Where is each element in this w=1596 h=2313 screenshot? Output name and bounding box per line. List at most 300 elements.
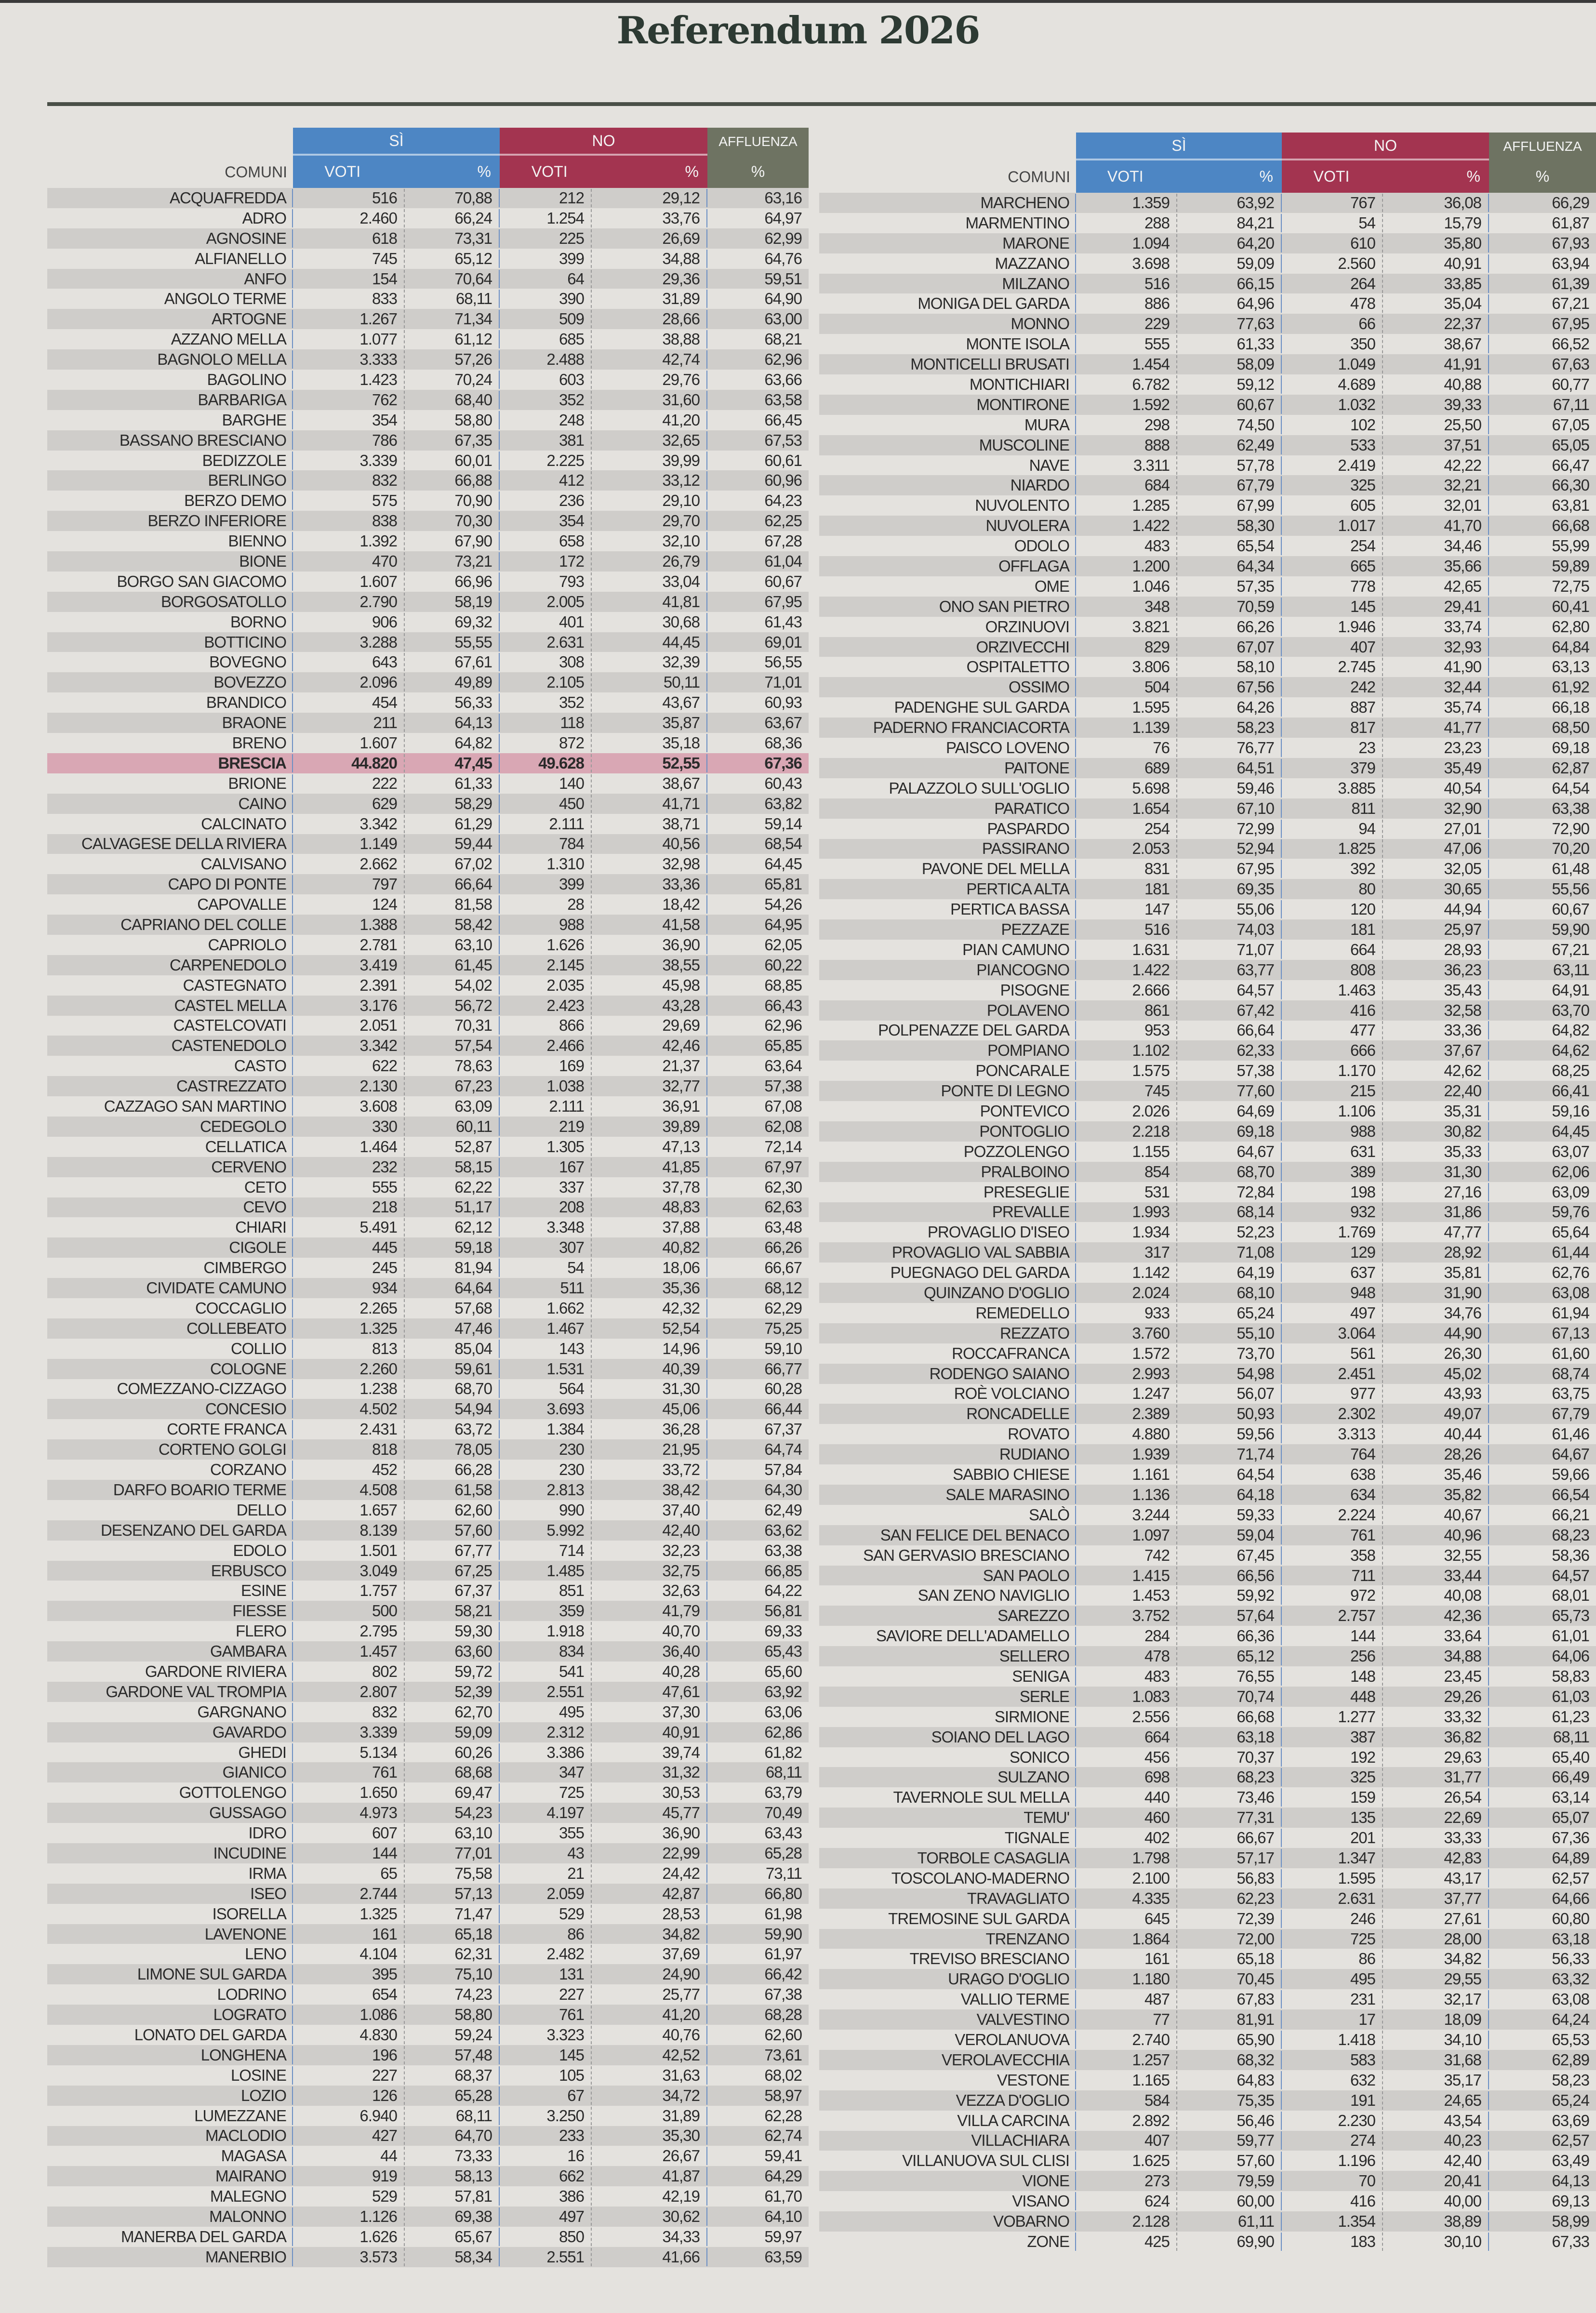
cell-no-pct: 40,96 <box>1383 1526 1489 1544</box>
cell-no-pct: 40,88 <box>1383 375 1489 394</box>
cell-affluenza-pct: 62,30 <box>764 1178 802 1196</box>
cell-si-voti: 1.077 <box>293 330 405 348</box>
cell-si-pct: 72,00 <box>1177 1930 1282 1948</box>
cell-si-pct: 59,77 <box>1177 2131 1282 2150</box>
cell-affluenza-pct: 67,93 <box>1552 234 1589 252</box>
cell-comune: TIGNALE <box>819 1829 1076 1847</box>
cell-affluenza-pct: 68,02 <box>764 2066 802 2084</box>
cell-no-voti: 358 <box>1282 1546 1383 1565</box>
cell-si-pct: 84,21 <box>1177 214 1282 232</box>
cell-no-pct: 38,42 <box>592 1481 707 1499</box>
cell-si-voti: 3.698 <box>1076 254 1177 273</box>
cell-si-pct: 68,11 <box>405 290 500 308</box>
cell-si-pct: 75,10 <box>405 1965 500 1983</box>
table-row <box>819 1021 1596 1041</box>
cell-affluenza-pct: 60,22 <box>764 956 802 974</box>
cell-si-pct: 54,98 <box>1177 1365 1282 1383</box>
cell-comune: MONNO <box>819 315 1076 333</box>
cell-si-pct: 57,38 <box>1177 1062 1282 1080</box>
cell-comune: CONCESIO <box>47 1400 293 1418</box>
cell-si-voti: 161 <box>293 1925 405 1943</box>
cell-no-pct: 34,46 <box>1383 537 1489 555</box>
table-row <box>819 839 1596 859</box>
cell-no-voti: 497 <box>1282 1304 1383 1322</box>
table-row <box>47 2086 809 2106</box>
cell-si-pct: 67,10 <box>1177 799 1282 818</box>
cell-si-voti: 500 <box>293 1602 405 1620</box>
cell-comune: COLLEBEATO <box>47 1319 293 1338</box>
cell-si-pct: 81,58 <box>405 895 500 914</box>
cell-comune: POLAVENO <box>819 1001 1076 1020</box>
cell-no-voti: 634 <box>1282 1486 1383 1504</box>
cell-comune: GUSSAGO <box>47 1804 293 1822</box>
cell-affluenza-pct: 59,10 <box>764 1339 802 1357</box>
cell-si-pct: 73,21 <box>405 552 500 571</box>
cell-comune: CALVAGESE DELLA RIVIERA <box>47 835 293 853</box>
cell-no-voti: 529 <box>500 1905 592 1923</box>
cell-si-pct: 52,94 <box>1177 839 1282 858</box>
cell-affluenza-pct: 64,57 <box>1552 1566 1589 1584</box>
cell-si-voti: 1.200 <box>1076 557 1177 575</box>
cell-si-pct: 64,26 <box>1177 698 1282 717</box>
cell-no-voti: 1.384 <box>500 1420 592 1438</box>
cell-si-pct: 77,01 <box>405 1844 500 1862</box>
header-si <box>293 128 500 188</box>
cell-comune: POLPENAZZE DEL GARDA <box>819 1021 1076 1039</box>
cell-comune: LODRINO <box>47 1985 293 2004</box>
table-row <box>47 2005 809 2025</box>
cell-si-voti: 504 <box>1076 678 1177 696</box>
table-row <box>819 798 1596 819</box>
cell-si-pct: 67,83 <box>1177 1990 1282 2008</box>
cell-affluenza-pct: 62,06 <box>1552 1162 1589 1181</box>
cell-si-pct: 68,11 <box>405 2107 500 2125</box>
cell-affluenza-pct: 67,33 <box>1552 2232 1589 2250</box>
cell-si-voti: 4.508 <box>293 1481 405 1499</box>
cell-si-voti: 470 <box>293 552 405 571</box>
cell-no-voti: 711 <box>1282 1567 1383 1585</box>
cell-si-voti: 3.244 <box>1076 1506 1177 1524</box>
cell-si-voti: 181 <box>1076 880 1177 898</box>
cell-no-voti: 2.745 <box>1282 658 1383 676</box>
cell-affluenza-pct: 68,12 <box>764 1279 802 1297</box>
cell-comune: CHIARI <box>47 1218 293 1236</box>
cell-si-voti: 4.830 <box>293 2026 405 2044</box>
cell-affluenza-pct: 65,40 <box>1552 1748 1589 1766</box>
cell-no-pct: 45,02 <box>1383 1365 1489 1383</box>
table-row <box>819 1323 1596 1343</box>
cell-no-voti: 988 <box>500 916 592 934</box>
cell-si-pct: 76,77 <box>1177 739 1282 757</box>
cell-si-pct: 65,28 <box>405 2087 500 2105</box>
cell-si-pct: 64,96 <box>1177 294 1282 313</box>
cell-no-pct: 33,36 <box>1383 1021 1489 1039</box>
cell-comune: CORTENO GOLGI <box>47 1440 293 1459</box>
cell-comune: OFFLAGA <box>819 557 1076 575</box>
cell-no-voti: 120 <box>1282 900 1383 918</box>
cell-affluenza-pct: 65,64 <box>1552 1223 1589 1241</box>
cell-no-pct: 25,77 <box>592 1985 707 2004</box>
cell-affluenza-pct: 59,41 <box>764 2147 802 2165</box>
table-row <box>47 2106 809 2126</box>
table-row <box>47 894 809 915</box>
table-row <box>47 1460 809 1480</box>
cell-si-pct: 62,31 <box>405 1945 500 1963</box>
cell-comune: RODENGO SAIANO <box>819 1365 1076 1383</box>
cell-no-pct: 35,04 <box>1383 294 1489 313</box>
cell-affluenza-pct: 63,82 <box>764 794 802 812</box>
cell-si-voti: 330 <box>293 1117 405 1136</box>
table-row <box>819 1687 1596 1707</box>
cell-si-voti: 888 <box>1076 436 1177 454</box>
cell-comune: PASPARDO <box>819 820 1076 838</box>
cell-affluenza-pct: 69,33 <box>764 1622 802 1640</box>
cell-affluenza-pct: 64,89 <box>1552 1848 1589 1867</box>
cell-no-voti: 183 <box>1282 2233 1383 2251</box>
cell-affluenza-pct: 56,55 <box>764 653 802 671</box>
cell-si-voti: 4.104 <box>293 1945 405 1963</box>
cell-no-voti: 2.312 <box>500 1723 592 1741</box>
table-row <box>819 1888 1596 1909</box>
cell-si-voti: 2.790 <box>293 593 405 611</box>
table-row <box>47 531 809 551</box>
cell-si-voti: 2.128 <box>1076 2212 1177 2231</box>
cell-comune: SAN ZENO NAVIGLIO <box>819 1586 1076 1605</box>
cell-comune: CEVO <box>47 1198 293 1216</box>
cell-comune: PADENGHE SUL GARDA <box>819 698 1076 717</box>
cell-affluenza-pct: 67,21 <box>1552 940 1589 958</box>
cell-affluenza-pct: 63,14 <box>1552 1788 1589 1807</box>
cell-affluenza-pct: 59,90 <box>764 1925 802 1943</box>
cell-si-voti: 147 <box>1076 900 1177 918</box>
cell-affluenza-pct: 64,74 <box>764 1440 802 1459</box>
table-row <box>47 672 809 692</box>
cell-affluenza-pct: 65,28 <box>764 1844 802 1862</box>
table-row <box>47 2045 809 2065</box>
cell-si-voti: 232 <box>293 1158 405 1176</box>
table-row <box>819 1464 1596 1485</box>
cell-comune: DELLO <box>47 1501 293 1519</box>
cell-no-pct: 31,63 <box>592 2066 707 2085</box>
table-row <box>47 2025 809 2045</box>
cell-comune: URAGO D'OGLIO <box>819 1970 1076 1988</box>
cell-si-pct: 71,34 <box>405 310 500 328</box>
cell-affluenza-pct: 59,14 <box>764 814 802 833</box>
cell-no-voti: 28 <box>500 895 592 914</box>
cell-no-pct: 35,49 <box>1383 759 1489 777</box>
cell-si-pct: 68,14 <box>1177 1203 1282 1221</box>
cell-comune: BERZO DEMO <box>47 492 293 510</box>
table-row <box>47 410 809 430</box>
cell-no-pct: 34,88 <box>1383 1647 1489 1665</box>
cell-affluenza-pct: 61,70 <box>764 2187 802 2206</box>
cell-si-voti: 8.139 <box>293 1521 405 1540</box>
cell-no-pct: 33,12 <box>592 471 707 490</box>
cell-affluenza-pct: 67,28 <box>764 532 802 550</box>
cell-si-pct: 65,67 <box>405 2228 500 2246</box>
cell-si-pct: 69,47 <box>405 1783 500 1802</box>
cell-no-pct: 34,76 <box>1383 1304 1489 1322</box>
cell-no-pct: 40,76 <box>592 2026 707 2044</box>
cell-affluenza-pct: 65,81 <box>764 875 802 893</box>
table-row <box>47 2065 809 2086</box>
cell-affluenza-pct: 66,49 <box>1552 1768 1589 1786</box>
cell-comune: MURA <box>819 416 1076 434</box>
cell-comune: LOZIO <box>47 2087 293 2105</box>
cell-si-pct: 58,23 <box>1177 718 1282 737</box>
table-row <box>819 778 1596 798</box>
cell-si-voti: 933 <box>1076 1304 1177 1322</box>
cell-si-voti: 395 <box>293 1965 405 1983</box>
cell-affluenza-pct: 67,36 <box>764 754 802 772</box>
cell-no-pct: 42,40 <box>1383 2152 1489 2170</box>
cell-si-pct: 67,79 <box>1177 476 1282 494</box>
cell-comune: CELLATICA <box>47 1138 293 1156</box>
cell-affluenza-pct: 59,97 <box>764 2227 802 2246</box>
cell-si-pct: 66,68 <box>1177 1708 1282 1726</box>
cell-si-voti: 861 <box>1076 1001 1177 1020</box>
table-row <box>819 1566 1596 1586</box>
cell-no-voti: 416 <box>1282 1001 1383 1020</box>
cell-si-pct: 62,33 <box>1177 1041 1282 1060</box>
cell-no-voti: 347 <box>500 1763 592 1781</box>
cell-si-voti: 645 <box>1076 1910 1177 1928</box>
header-affluenza-label: AFFLUENZA <box>1503 139 1582 154</box>
cell-no-pct: 42,65 <box>1383 577 1489 596</box>
table-row <box>819 475 1596 495</box>
table-row <box>47 2247 809 2267</box>
cell-affluenza-pct: 68,11 <box>765 1763 802 1781</box>
cell-no-voti: 94 <box>1282 820 1383 838</box>
cell-affluenza-pct: 62,63 <box>764 1198 802 1216</box>
cell-no-pct: 32,63 <box>592 1582 707 1600</box>
table-row <box>47 1177 809 1197</box>
cell-si-voti: 229 <box>1076 315 1177 333</box>
cell-si-voti: 1.257 <box>1076 2051 1177 2069</box>
cell-affluenza-pct: 62,96 <box>764 350 802 369</box>
cell-si-voti: 1.457 <box>293 1642 405 1661</box>
cell-comune: TRENZANO <box>819 1930 1076 1948</box>
cell-no-voti: 169 <box>500 1057 592 1075</box>
table-row <box>819 1747 1596 1768</box>
cell-affluenza-pct: 60,80 <box>1552 1909 1589 1928</box>
cell-si-pct: 70,90 <box>405 492 500 510</box>
cell-si-voti: 354 <box>293 411 405 429</box>
cell-no-pct: 47,13 <box>592 1138 707 1156</box>
cell-comune: BRANDICO <box>47 693 293 712</box>
cell-no-pct: 14,96 <box>592 1340 707 1358</box>
cell-no-voti: 416 <box>1282 2192 1383 2210</box>
cell-si-pct: 64,34 <box>1177 557 1282 575</box>
cell-no-pct: 32,39 <box>592 653 707 671</box>
cell-si-voti: 1.607 <box>293 572 405 591</box>
cell-si-voti: 1.415 <box>1076 1567 1177 1585</box>
cell-no-pct: 44,94 <box>1383 900 1489 918</box>
cell-si-pct: 58,09 <box>1177 355 1282 373</box>
cell-comune: CAPOVALLE <box>47 895 293 914</box>
cell-no-voti: 638 <box>1282 1465 1383 1484</box>
cell-comune: SELLERO <box>819 1647 1076 1665</box>
cell-no-voti: 664 <box>1282 941 1383 959</box>
cell-affluenza-pct: 71,01 <box>764 673 802 691</box>
cell-no-pct: 40,56 <box>592 835 707 853</box>
cell-si-pct: 52,87 <box>405 1138 500 1156</box>
cell-si-voti: 813 <box>293 1340 405 1358</box>
table-row <box>47 370 809 390</box>
cell-si-pct: 62,22 <box>405 1178 500 1196</box>
cell-affluenza-pct: 61,44 <box>1552 1243 1589 1262</box>
cell-comune: TREMOSINE SUL GARDA <box>819 1910 1076 1928</box>
cell-si-voti: 3.333 <box>293 350 405 369</box>
cell-no-pct: 41,81 <box>592 593 707 611</box>
cell-comune: ORZINUOVI <box>819 618 1076 636</box>
cell-si-voti: 2.744 <box>293 1885 405 1903</box>
cell-no-pct: 36,23 <box>1383 961 1489 979</box>
cell-comune: SAN GERVASIO BRESCIANO <box>819 1546 1076 1565</box>
cell-si-voti: 761 <box>293 1763 405 1781</box>
cell-comune: LUMEZZANE <box>47 2107 293 2125</box>
cell-si-voti: 516 <box>1076 920 1177 939</box>
cell-si-pct: 59,18 <box>405 1238 500 1257</box>
cell-si-voti: 2.260 <box>293 1360 405 1378</box>
cell-affluenza-pct: 62,89 <box>1552 2050 1589 2069</box>
cell-si-voti: 3.049 <box>293 1562 405 1580</box>
cell-no-voti: 5.992 <box>500 1521 592 1540</box>
cell-affluenza-pct: 65,73 <box>1552 1607 1589 1625</box>
table-body <box>47 188 809 2267</box>
cell-no-pct: 36,08 <box>1383 194 1489 212</box>
cell-no-pct: 40,91 <box>592 1723 707 1741</box>
cell-si-voti: 44.820 <box>293 754 405 772</box>
cell-si-pct: 64,20 <box>1177 234 1282 253</box>
cell-no-voti: 637 <box>1282 1263 1383 1282</box>
cell-si-voti: 1.325 <box>293 1905 405 1923</box>
cell-no-pct: 52,55 <box>592 754 707 772</box>
table-row <box>819 1646 1596 1666</box>
cell-no-voti: 1.467 <box>500 1319 592 1338</box>
cell-no-pct: 31,32 <box>592 1763 707 1781</box>
table-row <box>819 556 1596 576</box>
cell-affluenza-pct: 59,76 <box>1552 1203 1589 1221</box>
cell-si-voti: 831 <box>1076 860 1177 878</box>
cell-si-voti: 161 <box>1076 1950 1177 1968</box>
cell-si-pct: 65,18 <box>405 1925 500 1943</box>
cell-si-voti: 953 <box>1076 1021 1177 1039</box>
cell-no-pct: 44,45 <box>592 633 707 651</box>
cell-si-pct: 61,29 <box>405 815 500 833</box>
cell-comune: SIRMIONE <box>819 1708 1076 1726</box>
cell-si-pct: 59,12 <box>1177 375 1282 394</box>
cell-no-pct: 42,36 <box>1383 1607 1489 1625</box>
cell-no-pct: 37,51 <box>1383 436 1489 454</box>
cell-affluenza-pct: 63,81 <box>1552 496 1589 515</box>
cell-no-pct: 40,82 <box>592 1238 707 1257</box>
cell-no-voti: 1.531 <box>500 1360 592 1378</box>
cell-si-voti: 2.391 <box>293 976 405 995</box>
cell-si-voti: 460 <box>1076 1808 1177 1827</box>
cell-si-voti: 1.155 <box>1076 1143 1177 1161</box>
cell-no-pct: 43,28 <box>592 997 707 1015</box>
cell-si-pct: 69,18 <box>1177 1122 1282 1141</box>
cell-comune: TRAVAGLIATO <box>819 1889 1076 1908</box>
cell-si-voti: 1.149 <box>293 835 405 853</box>
cell-comune: CORTE FRANCA <box>47 1420 293 1438</box>
cell-affluenza-pct: 62,87 <box>1552 758 1589 777</box>
cell-no-pct: 26,79 <box>592 552 707 571</box>
cell-comune: RUDIANO <box>819 1445 1076 1463</box>
cell-si-pct: 64,69 <box>1177 1102 1282 1120</box>
cell-no-voti: 3.323 <box>500 2026 592 2044</box>
cell-no-voti: 1.277 <box>1282 1708 1383 1726</box>
cell-si-pct: 59,24 <box>405 2026 500 2044</box>
cell-comune: PIAN CAMUNO <box>819 941 1076 959</box>
cell-no-voti: 1.918 <box>500 1622 592 1640</box>
cell-affluenza-pct: 63,49 <box>1552 2152 1589 2170</box>
cell-comune: SERLE <box>819 1688 1076 1706</box>
cell-no-pct: 41,71 <box>592 795 707 813</box>
cell-si-pct: 67,42 <box>1177 1001 1282 1020</box>
cell-si-voti: 1.595 <box>1076 698 1177 717</box>
cell-comune: RONCADELLE <box>819 1405 1076 1423</box>
cell-comune: MARCHENO <box>819 194 1076 212</box>
cell-affluenza-pct: 60,61 <box>764 451 802 469</box>
cell-no-voti: 231 <box>1282 1990 1383 2008</box>
cell-no-voti: 4.197 <box>500 1804 592 1822</box>
cell-no-voti: 2.005 <box>500 593 592 611</box>
cell-no-pct: 40,70 <box>592 1622 707 1640</box>
cell-comune: MONTICELLI BRUSATI <box>819 355 1076 373</box>
cell-comune: GARGNANO <box>47 1703 293 1721</box>
cell-affluenza-pct: 64,23 <box>764 492 802 510</box>
cell-si-voti: 1.626 <box>293 2228 405 2246</box>
cell-si-voti: 584 <box>1076 2091 1177 2110</box>
table-row <box>819 859 1596 879</box>
cell-affluenza-pct: 61,98 <box>764 1904 802 1923</box>
table-row <box>47 975 809 996</box>
cell-si-pct: 59,44 <box>405 835 500 853</box>
cell-comune: GHEDI <box>47 1743 293 1762</box>
table-row <box>47 1076 809 1096</box>
cell-si-voti: 531 <box>1076 1183 1177 1201</box>
cell-comune: MAGASA <box>47 2147 293 2165</box>
header-no-label: NO <box>1282 133 1489 160</box>
cell-affluenza-pct: 66,67 <box>764 1259 802 1277</box>
cell-si-voti: 802 <box>293 1662 405 1681</box>
cell-affluenza-pct: 61,46 <box>1552 1425 1589 1443</box>
cell-si-voti: 629 <box>293 795 405 813</box>
cell-si-voti: 1.453 <box>1076 1586 1177 1605</box>
cell-si-pct: 66,96 <box>405 572 500 591</box>
table-row <box>47 2166 809 2186</box>
cell-affluenza-pct: 64,84 <box>1552 638 1589 656</box>
cell-comune: MANERBIO <box>47 2248 293 2266</box>
cell-no-pct: 34,88 <box>592 250 707 268</box>
cell-no-voti: 144 <box>1282 1627 1383 1645</box>
cell-si-voti: 2.389 <box>1076 1405 1177 1423</box>
table-row <box>819 1081 1596 1101</box>
table-row <box>819 293 1596 314</box>
cell-no-pct: 35,33 <box>1383 1143 1489 1161</box>
cell-no-pct: 25,50 <box>1383 416 1489 434</box>
cell-comune: PALAZZOLO SULL'OGLIO <box>819 779 1076 798</box>
cell-si-pct: 59,30 <box>405 1622 500 1640</box>
cell-no-voti: 145 <box>1282 598 1383 616</box>
cell-affluenza-pct: 61,92 <box>1552 678 1589 696</box>
table-row <box>47 1056 809 1076</box>
header-no-label: NO <box>500 128 707 156</box>
cell-si-pct: 85,04 <box>405 1340 500 1358</box>
table-row <box>47 2227 809 2247</box>
